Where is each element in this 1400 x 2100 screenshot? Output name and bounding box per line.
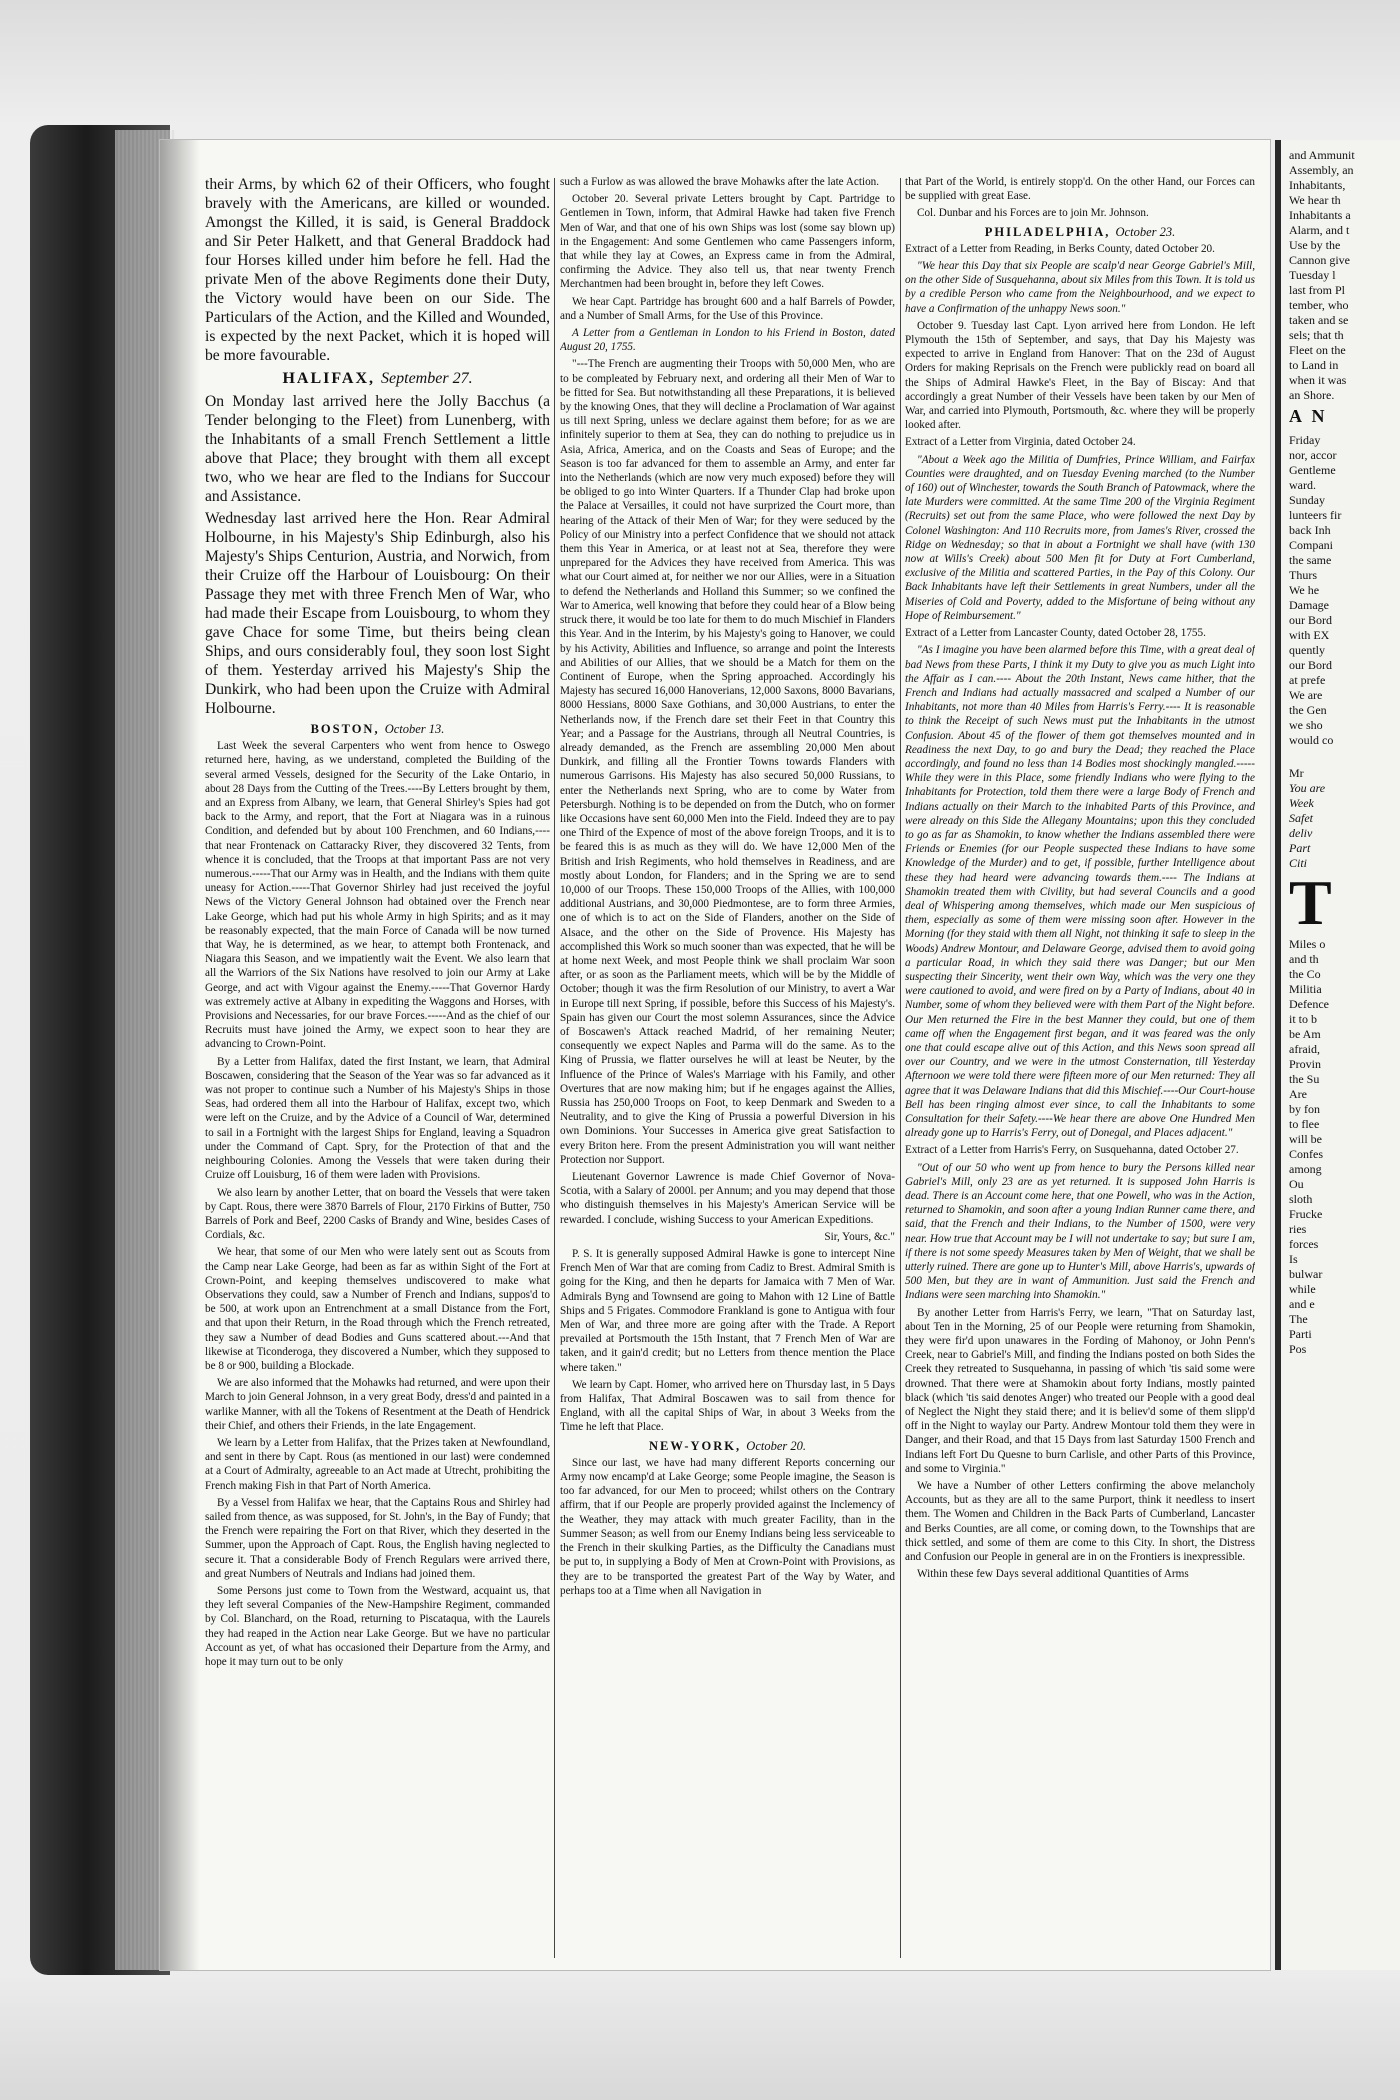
fragment-line: ries	[1289, 1222, 1307, 1236]
fragment-line: Confes	[1289, 1147, 1323, 1161]
fragment-line: with EX	[1289, 628, 1330, 642]
dateline-place: PHILADELPHIA,	[984, 224, 1111, 239]
fragment-line: be Am	[1289, 1027, 1321, 1041]
article-paragraph: such a Furlow as was allowed the brave Mohawks after the late Action.	[560, 176, 880, 188]
article-paragraph: that Part of the World, is entirely stopp'd. On the other Hand, our Forces can be supplied with great Ease.	[905, 176, 1255, 203]
fragment-line: our Bord	[1289, 658, 1332, 672]
article-paragraph: Col. Dunbar and his Forces are to join Mr. Johnson.	[917, 207, 1149, 220]
fragment-line: when it was	[1289, 373, 1347, 387]
fragment-line: the Su	[1289, 1072, 1320, 1086]
article-paragraph: "Out of our 50 who went up from hence to bury the Persons killed near Gabriel's Mill, only 23 are as yet returned. It is supposed John Harris is dead. There is an Account come here, that one Powell, who was in the Action, returned to Shamokin, and soon after a young Indian Runner came there, and said, that the French and their Indians, to the Number of 1500, were very near. How true that Account may be I will not undertake to say; but sure I am, if there is not some speedy Measures taken by Men of Weight, that we shall be utterly ruined. There are gone up to Hunter's Mill, above Harris's, upwards of 500 Men, but they are in want of Ammunition. Just said the French and Indians were seen marching into Shamokin."	[905, 1161, 1255, 1302]
fragment-line: Friday	[1289, 433, 1321, 447]
fragment-line: Tuesday l	[1289, 268, 1336, 282]
fragment-line: the same	[1289, 553, 1332, 567]
fragment-line: the Co	[1289, 967, 1321, 981]
column-rule	[554, 178, 555, 1958]
fragment-line: back Inh	[1289, 523, 1331, 537]
fragment-heading: A N	[1289, 406, 1328, 426]
article-paragraph: "---The French are augmenting their Troops with 50,000 Men, who are to be compleated by February next, and ordering all their Men of War to be fitted for Sea. But notwithstanding all these Preparations, it is believed by the knowing Ones, that they will decline a Proclamation of War against us till next Spring, unless we declare against them before; for as we are infinitely superior to them at Sea, they can do nothing to prejudice us in Asia, Africa, America, and on the Coasts and Seas of Europe; and the Season is too far advanced for them to assemble an Army, and enter far into the Netherlands (which are now very much exposed) before they will be obliged to go into Winter Quarters. If a Thunder Clap had broke upon the Palace at Versailles, it could not have surprized the Court more, than hearing of the Attack of their Men of War; for they were seduced by the Policy of our Ministry into a perfect Confidence that we should not attack them this Year in America, or at least not at Sea, therefore they were unprepared for the Advices they have received from America. This was what our Court aimed at, for neither we nor our Allies, were in a Situation to defend the Netherlands and Holland this Summer; so we confined the War to America, well knowing that before they could hear of a Blow being struck there, it would be too late for them to do much Mischief in Flanders this Year. And in the Interim, by his Majesty's going to Hanover, we could by his Activity, Abilities and Influence, so arrange and point the Interests and Abilities of our Allies, that we should be a Match for them on the Continent of Europe, when the Spring approached. Accordingly his Majesty has secured 16,000 Hanoverians, 12,000 Saxons, 8000 Bavarians, 8000 Hessians, 8000 Saxe Gothians, and 30,000 Austrians, to enter the Netherlands now, if the French dare set their Feet in that Country this Year; and a Passage for the Austrians, through all Neutral Countries, is already demanded, as the French are assembling 20,000 Men about Dunkirk, and filling all the Frontier Towns towards Flanders with numerous Garrisons. His Majesty has also secured 50,000 Russians, to enter the Netherlands next Spring, who are to come by Water from Petersburgh. Nothing is to be depended on from the Dutch, who on former like Occasions have sent 60,000 Men into the Field. Indeed they are to pay one Third of the Expence of most of the above foreign Troops, and it is to be feared this is as much as they will do. We have 12,000 Men of the British and Irish Regiments, who hold themselves in Readiness, and are mostly about London, for Flanders; and in the Spring we are to send 10,000 of our Troops. These 150,000 Troops of the Allies, with 100,000 additional Austrians, and 30,000 Piedmontese, are to form three Armies, one of which is to act on the Side of Flanders, another on the Side of Alsace, and the other on the Side of Provence. His Majesty has accomplished this Work so much sooner than was expected, that he will be at home next Week, and most People think we shall proclaim War soon after, or as soon as the Parliament meets, which will be by the Middle of October; though it was the firm Resolution of our Ministry, to avert a War in Europe till next Spring, if possible, before this Success of his Majesty's. Spain has given our Court the most solemn Assurances, since the Advice of Boscawen's Attack reached Madrid, of her remaining Neuter; consequently we expect Naples and Parma will do the same. As to the King of Prussia, we flatter ourselves he will at least be Neuter, by the Influence of the Prince of Wales's Marriage with his Family, and other Overtures that are now making him; but if he engages against the Allies, Russia has 250,000 Troops on Foot, to keep Denmark and Sweden to a Neutrality, and to give the King of Prussia a powerful Diversion in his own Dominions. Your Successes in America give great Satisfaction to every Briton here. From the present Administration you will want neither Protection nor Support.	[560, 358, 895, 1166]
fragment-line: the Gen	[1289, 703, 1327, 717]
fragment-line: to flee	[1289, 1117, 1320, 1131]
fragment-line: Sunday	[1289, 493, 1325, 507]
article-paragraph: We are also informed that the Mohawks had returned, and were upon their March to join General Johnson, in a very great Body, dress'd and painted in a warlike Manner, with all the Tokens of Resentment at the Death of Hendrick their Chief, and others their Friends, in the late Engagement.	[205, 1377, 550, 1432]
extract-heading: Extract of a Letter from Harris's Ferry, on Susquehanna, dated October 27.	[905, 1144, 1239, 1157]
letter-signature: Sir, Yours, &c."	[824, 1230, 895, 1243]
fragment-line: nor, accor	[1289, 448, 1337, 462]
article-paragraph: We also learn by another Letter, that on board the Vessels that were taken by Capt. Rous, there were 3870 Barrels of Flour, 2170 Firkins of Butter, 750 Barrels of Pork and Beef, 2200 Casks of Brandy and Wine, besides Cases of Cordials, &c.	[205, 1186, 550, 1242]
fragment-line: Miles o	[1289, 937, 1326, 951]
fragment-line: Parti	[1289, 1327, 1312, 1341]
fragment-line: Inhabitants a	[1289, 208, 1351, 222]
article-paragraph: "As I imagine you have been alarmed before this Time, with a great deal of bad News from these Parts, I think it my Duty to give you as much Light into the Affair as I can.---- About the 20th Instant, News came hither, that the French and Indians had actually massacred and scalped a Number of our Inhabitants, not more than 40 Miles from Harris's Ferry.---- It is reasonable to think the Receipt of such News must put the Inhabitants in the utmost Confusion. About 45 of the flower of them got themselves mounted and in Readiness the next Day, to go and bury the Dead; they reached the Place accordingly, and found no less than 14 Bodies most shockingly mangled.-----While they were in this Place, some friendly Indians who were flying to the Inhabitants for Protection, told them there were a large Body of French and Indians actually on their March to the inhabited Parts of this Province, and were already on this Side the Allegany Mountains; upon this they concluded to go as far as Shamokin, to know whether the Indians assembled there were Friends or Enemies (for our People suspected these Indians to have some Knowledge of the Murder) and to get, if possible, further Intelligence about these they had heard were advancing towards them.---- The Indians at Shamokin treated them with Civility, but had several Councils and a good deal of Whispering among themselves, which made our Men suspicious of them, especially as some of them were missing soon after. However in the Morning (for they staid with them all Night, not thinking it safe to sleep in the Woods) Andrew Montour, and Delaware George, advised them to avoid going a particular Road, in which they said there was Danger; but our Men suspecting their Sincerity, went their own Way, which was the very one they were cautioned to avoid, and were fired on by a Party of Indians, about 40 in Number, some of whom they believed were with them Part of the Night before. Our Men returned the Fire in the best Manner they could, but one of them came off when the Engagement first began, and it was feared was the only one that could escape alive out of this Action, and this News soon spread all over our Country, and we were in the utmost Consternation, till Yesterday Afternoon we were told there were fifteen more of our Men returned: They all agree that it was Delaware Indians that did this Mischief.----Our Court-house Bell has been ringing almost ever since, to call the Inhabitants to some Consultation for their Safety.----We hear there are above One Hundred Men already gone up to Harris's Ferry, out of Donegal, and Places adjacent."	[905, 644, 1255, 1140]
fragment-line: while	[1289, 1282, 1316, 1296]
extract-heading: Extract of a Letter from Virginia, dated October 24.	[905, 436, 1136, 449]
article-paragraph: Last Week the several Carpenters who went from hence to Oswego returned here, having, as we understand, completed the Building of the several armed Vessels, designed for the Security of the Lake Ontario, in about 28 Days from the Cutting of the Trees.----By Letters brought by them, and an Express from Albany, we learn, that General Shirley's Spies had got back to the Army, and report, that the Fort at Niagara was in a ruinous Condition, and defended but by about 100 Frenchmen, and 60 Indians,----that near Frontenack on Cattaracky River, they discovered 32 Tents, from whence it is concluded, that the Troops at that important Pass are not very numerous.-----That our Army was in Health, and the Indians with them quite uneasy for Action.-----That Governor Shirley had just received the joyful News of the Victory General Johnson had obtained over the French near Lake George, which had put his whole Army in high Spirits; and as it may be reasonably expected, that the main Force of Canada will be now turned that Way, he is determined, as we hear, to attempt both Frontenack, and Niagara this Season, and we impatiently wait the Event. We also learn that all the Warriors of the Six Nations have resolved to join our Army at Lake George, and act with Vigour against the Enemy.-----That Governor Hardy was extremely active at Albany in expediting the Waggons and Horses, with Provisions and Necessaries, for our brave Forces.-----And as the chief of our Recruits must have joined the Army, we expect soon to hear they are advancing to Crown-Point.	[205, 740, 550, 1051]
column-2	[560, 175, 895, 1955]
fragment-line: an Shore.	[1289, 388, 1335, 402]
fragment-line: and Ammunit	[1289, 148, 1355, 162]
article-paragraph: "We hear this Day that six People are scalp'd near George Gabriel's Mill, on the other Side of Susquehanna, about six Miles from this Town. It is told us by a credible Person who came from the Neighbourhood, and we expect to have a Confirmation of the unhappy News soon."	[905, 260, 1255, 315]
dateline-date: October 23.	[1115, 224, 1176, 239]
fragment-line: We are	[1289, 688, 1323, 702]
fragment-line: Thurs	[1289, 568, 1317, 582]
extract-heading: Extract of a Letter from Reading, in Berks County, dated October 20.	[905, 242, 1215, 255]
article-paragraph: October 20. Several private Letters brought by Capt. Partridge to Gentlemen in Town, inform, that Admiral Hawke had taken five French Men of War, and that one of his own Ships was lost (some say blown up) in the Engagement: And some Gentlemen who came Passengers inform, that while they lay at Cowes, an Express came in from the Admiral, confirming the Advice. They also tell us, that near twenty French Merchantmen had been brought in, before they left Cowes.	[560, 193, 895, 291]
dateline-place: HALIFAX,	[282, 370, 376, 387]
facing-page-fragment	[1275, 140, 1400, 1970]
fragment-line: ward.	[1289, 478, 1316, 492]
fragment-line: Damage	[1289, 598, 1329, 612]
column-3	[905, 175, 1255, 1965]
fragment-line: Is	[1289, 1252, 1298, 1266]
dateline-place: BOSTON,	[310, 722, 380, 736]
article-paragraph: Since our last, we have had many different Reports concerning our Army now encamp'd at Lake George; some People imagine, the Season is too far advanced, for our Men to proceed; whilst others on the Contrary affirm, that if our People are properly provided against the Inclemency of the Weather, they may attack with much greater Facility, than in the Summer Season; as well from our Enemy Indians being less serviceable to the French in their skulking Parties, as the Difficulty the Canadians must be put to, in supplying a Body of Men at Crown-Point with Provisions, as they are to be transported the greatest Part of the Way by Water, and perhaps too at a Time when all Navigation in	[560, 1456, 895, 1597]
fragment-line: You are	[1289, 781, 1326, 795]
fragment-line: The	[1289, 1312, 1308, 1326]
gutter-shadow	[160, 140, 200, 1970]
facing-page-text	[1281, 140, 1400, 1357]
fragment-line: Defence	[1289, 997, 1329, 1011]
dateline-boston	[205, 722, 550, 736]
fragment-line: and e	[1289, 1297, 1315, 1311]
fragment-line: lunteers fir	[1289, 508, 1342, 522]
article-paragraph: We learn by a Letter from Halifax, that the Prizes taken at Newfoundland, and sent in there by Capt. Rous (as mentioned in our last) were condemned at a Court of Admiralty, agreeable to an Act made at Utrecht, prohibiting the French making Fish in that Part of North America.	[205, 1436, 550, 1492]
fragment-line: forces	[1289, 1237, 1319, 1251]
fragment-line: quently	[1289, 643, 1325, 657]
fragment-line: at prefe	[1289, 673, 1326, 687]
fragment-line: would co	[1289, 733, 1334, 747]
fragment-line: We he	[1289, 583, 1320, 597]
fragment-line: Alarm, and t	[1289, 223, 1350, 237]
dateline-new-york	[560, 1439, 895, 1453]
fragment-line: Cannon give	[1289, 253, 1350, 267]
fragment-line: Fleet on the	[1289, 343, 1346, 357]
article-paragraph: By a Vessel from Halifax we hear, that the Captains Rous and Shirley had sailed from thence, as was supposed, for St. John's, in the Bay of Fundy; that the French were repairing the Fort on that River, which they deserted in the Summer, upon the Approach of Capt. Rous, the English having neglected to secure it. That a considerable Body of French Regulars were arrived there, and great Numbers of Neutrals and Indians had joined them.	[205, 1496, 550, 1580]
fragment-line: Ou	[1289, 1177, 1304, 1191]
fragment-line: Week	[1289, 796, 1314, 810]
fragment-line: bulwar	[1289, 1267, 1323, 1281]
dateline-date: October 13.	[384, 722, 445, 736]
fragment-line: Citi	[1289, 856, 1308, 870]
article-paragraph: October 9. Tuesday last Capt. Lyon arrived here from London. He left Plymouth the 15th of September, and says, that Day his Majesty was expected to arrive in England from Hanover: That on the 23d of August Orders for making Reprisals on the French were publickly read on board all the Ships of Admiral Hawke's Fleet, in the Bay of Biscay: And that accordingly a great Number of their Vessels have been taken by our Men of War, and carried into Plymouth, Portsmouth, &c. where they will be properly looked after.	[905, 319, 1255, 432]
fragment-line: sels; that th	[1289, 328, 1344, 342]
fragment-line: Are	[1289, 1087, 1307, 1101]
article-paragraph: We learn by Capt. Homer, who arrived here on Thursday last, in 5 Days from Halifax, That Admiral Boscawen was to sail from thence for England, with all the capital Ships of War, in about 3 Weeks from the Time he left that Place.	[560, 1378, 895, 1434]
drop-cap: T	[1289, 867, 1332, 938]
article-paragraph: Within these few Days several additional Quantities of Arms	[917, 1568, 1189, 1581]
article-paragraph: "About a Week ago the Militia of Dumfries, Prince William, and Fairfax Counties were draughted, and on Tuesday Evening marched (to the Number of 160) out of Winchester, towards the South Branch of Patowmack, where the late Murders were committed. At the same Time 200 of the Virginia Regiment (Recruits) set out from the same Place, who were followed the next Day by Colonel Washington: And 110 Recruits more, from James's River, crossed the Ridge on Wednesday; so that in about a Fortnight we shall have (with 130 now at Wills's Creek) about 500 Men fit for Duty at Fort Cumberland, exclusive of the Militia and scattered Parties, in the Pay of this Colony. Our Back Inhabitants have left their Settlements in great Numbers, under all the Miseries of Cold and Poverty, added to the Misfortune of being without any Hope of Reimbursement."	[905, 453, 1255, 622]
fragment-line: and th	[1289, 952, 1319, 966]
fragment-line: Frucke	[1289, 1207, 1323, 1221]
dateline-halifax	[205, 369, 550, 389]
article-paragraph: P. S. It is generally supposed Admiral Hawke is gone to intercept Nine French Men of War that are coming from Cadiz to Brest. Admiral Smith is going for the King, and then he departs for Jamaica with 7 Men of War. Admirals Byng and Townsend are going to Mahon with 12 Line of Battle Ships and 5 Frigates. Commodore Frankland is gone to Antigua with four Men of War, and three more are going after with the Trade. A Report prevailed at Portsmouth the 15th Instant, that 7 French Men of War are taken, and it gain'd credit; but no Letters from thence mention the Place where taken."	[560, 1248, 895, 1374]
fragment-line: Pos	[1289, 1342, 1307, 1356]
fragment-line: tember, who	[1289, 298, 1349, 312]
article-paragraph: Wednesday last arrived here the Hon. Rear Admiral Holbourne, in his Majesty's Ship Edinburgh, also his Majesty's Ships Centurion, Austria, and Norwich, from their Cruize off the Harbour of Louisbourg: On their Passage they met with three French Men of War, who had made their Escape from Louisbourg, to whom they gave Chace for some Time, but theirs being clean Ships, and ours considerably foul, they soon lost Sight of them. Yesterday arrived his Majesty's Ship the Dunkirk, who had been upon the Cruize with Admiral Holbourne.	[205, 510, 550, 717]
fragment-line: Assembly, an	[1289, 163, 1354, 177]
article-paragraph: By a Letter from Halifax, dated the first Instant, we learn, that Admiral Boscawen, considering that the Season of the Year was so far advanced as it was not proper to continue such a Number of his Majesty's Ships in those Seas, had ordered them all into the Harbour of Halifax, except two, which were left on the Cruize, and by the Advice of a Council of War, determined to sail in a Fortnight with the largest Ships for England, leaving a Squadron under the Command of Capt. Spry, for the Protection of that and the neighbouring Colonies. Among the Vessels that were taken during their Cruize off Louisburg, 16 of them were laden with Provisions.	[205, 1055, 550, 1182]
article-paragraph: Some Persons just come to Town from the Westward, acquaint us, that they left several Companies of the New-Hampshire Regiment, commanded by Col. Blanchard, on the Road, returning to Piscataqua, with the Laurels they had reaped in the Action near Lake George. But we have no particular Account as yet, of what has occasioned their Departure from the Army, and hope it may turn out to be only	[205, 1584, 550, 1668]
fragment-line: our Bord	[1289, 613, 1332, 627]
fragment-line: sloth	[1289, 1192, 1313, 1206]
fragment-line: Compani	[1289, 538, 1333, 552]
fragment-line: Gentleme	[1289, 463, 1336, 477]
fragment-line: will be	[1289, 1132, 1322, 1146]
dateline-place: NEW-YORK,	[648, 1438, 742, 1453]
fragment-line: taken and se	[1289, 313, 1349, 327]
dateline-philadelphia	[905, 225, 1255, 239]
fragment-line: Militia	[1289, 982, 1322, 996]
fragment-line: we sho	[1289, 718, 1323, 732]
fragment-line: it to b	[1289, 1012, 1318, 1026]
column-rule	[900, 178, 901, 1958]
fragment-line: Mr	[1289, 766, 1304, 780]
article-paragraph: We hear, that some of our Men who were lately sent out as Scouts from the Camp near Lake George, had been as far as within Sight of the Fort at Crown-Point, and keeping themselves undiscovered to make what Observations they could, saw a Number of French and Indians, suppos'd to be 500, at work upon an Entrenchment at a small Distance from the Fort, and that upon their Return, in the Road through which the French retreated, they saw a Number of dead Bodies and Guns scattered about.---And that likewise at Ticonderoga, they discovered a Number, which they supposed to be 8 or 900, building a Blockade.	[205, 1246, 550, 1372]
fragment-line: last from Pl	[1289, 283, 1345, 297]
article-paragraph: We have a Number of other Letters confirming the above melancholy Accounts, but as they are all to the same Purport, think it needless to insert them. The Women and Children in the Back Parts of Cumberland, Lancaster and Berks Counties, are all come, or coming down, to the Townships that are thick settled, and some of them are come to this City. In short, the Distress and Confusion our People in general are in on the Frontiers is inexpressible.	[905, 1480, 1255, 1564]
dateline-date: September 27.	[381, 370, 473, 387]
column-1	[205, 175, 550, 1960]
fragment-line: afraid,	[1289, 1042, 1320, 1056]
fragment-line: Provin	[1289, 1057, 1322, 1071]
article-paragraph: We hear Capt. Partridge has brought 600 and a half Barrels of Powder, and a Number of Small Arms, for the Use of this Province.	[560, 295, 895, 322]
dateline-date: October 20.	[746, 1438, 807, 1453]
fragment-line: We hear th	[1289, 193, 1341, 207]
fragment-line: Inhabitants,	[1289, 178, 1346, 192]
article-paragraph: On Monday last arrived here the Jolly Bacchus (a Tender belonging to the Fleet) from Lunenberg, with the Inhabitants of a small French Settlement a little above that Place; they brought with them all except two, who we hear are fled to the Indians for Succour and Assistance.	[205, 393, 550, 505]
article-paragraph: Lieutenant Governor Lawrence is made Chief Governor of Nova-Scotia, with a Salary of 2000l. per Annum; and you may depend that those who distinguish themselves in his Majesty's American Service will be rewarded. I conclude, wishing Success to your American Expeditions.	[560, 1171, 895, 1226]
fragment-line: deliv	[1289, 826, 1313, 840]
article-paragraph: their Arms, by which 62 of their Officers, who fought bravely with the Americans, are killed or wounded. Amongst the Killed, it is said, is General Braddock and Sir Peter Halkett, and that General Braddock had four Horses killed under him before he fell. Had the private Men of the above Regiments done their Duty, the Victory would have been on our Side. The Particulars of the Action, and the Killed and Wounded, is expected by the next Packet, which it is hoped will be more favourable.	[205, 176, 550, 364]
extract-heading: Extract of a Letter from Lancaster County, dated October 28, 1755.	[905, 627, 1206, 640]
fragment-line: to Land in	[1289, 358, 1339, 372]
fragment-line: Use by the	[1289, 238, 1341, 252]
article-paragraph: By another Letter from Harris's Ferry, we learn, "That on Saturday last, about Ten in the Morning, 25 of our People were returning from Shamokin, they were fir'd upon unawares in the Fording of Mahonoy, or John Penn's Creek, near to Gabriel's Mill, and finding the Indians posted on both Sides the Creek they retreated to Susquehanna, in passing of which 'tis said some were drowned. That there were at Shamokin about forty Indians, mostly painted black (which 'tis said denotes Anger) who treated our People with a good deal of Neglect the Night they staid there; and it is believ'd some of them slipp'd off in the Night to waylay our Party. Andrew Montour told them they were in Danger, and their Road, and that 15 Days from last Saturday 1500 French and Indians left Fort Du Quesne to burn Carlisle, and other Parts of this Province, and some to Virginia."	[905, 1306, 1255, 1475]
fragment-line: Safet	[1289, 811, 1313, 825]
fragment-line: by fon	[1289, 1102, 1320, 1116]
fragment-line: among	[1289, 1162, 1322, 1176]
fragment-line: Part	[1289, 841, 1311, 855]
letter-heading: A Letter from a Gentleman in London to his Friend in Boston, dated August 20, 1755.	[560, 327, 895, 354]
